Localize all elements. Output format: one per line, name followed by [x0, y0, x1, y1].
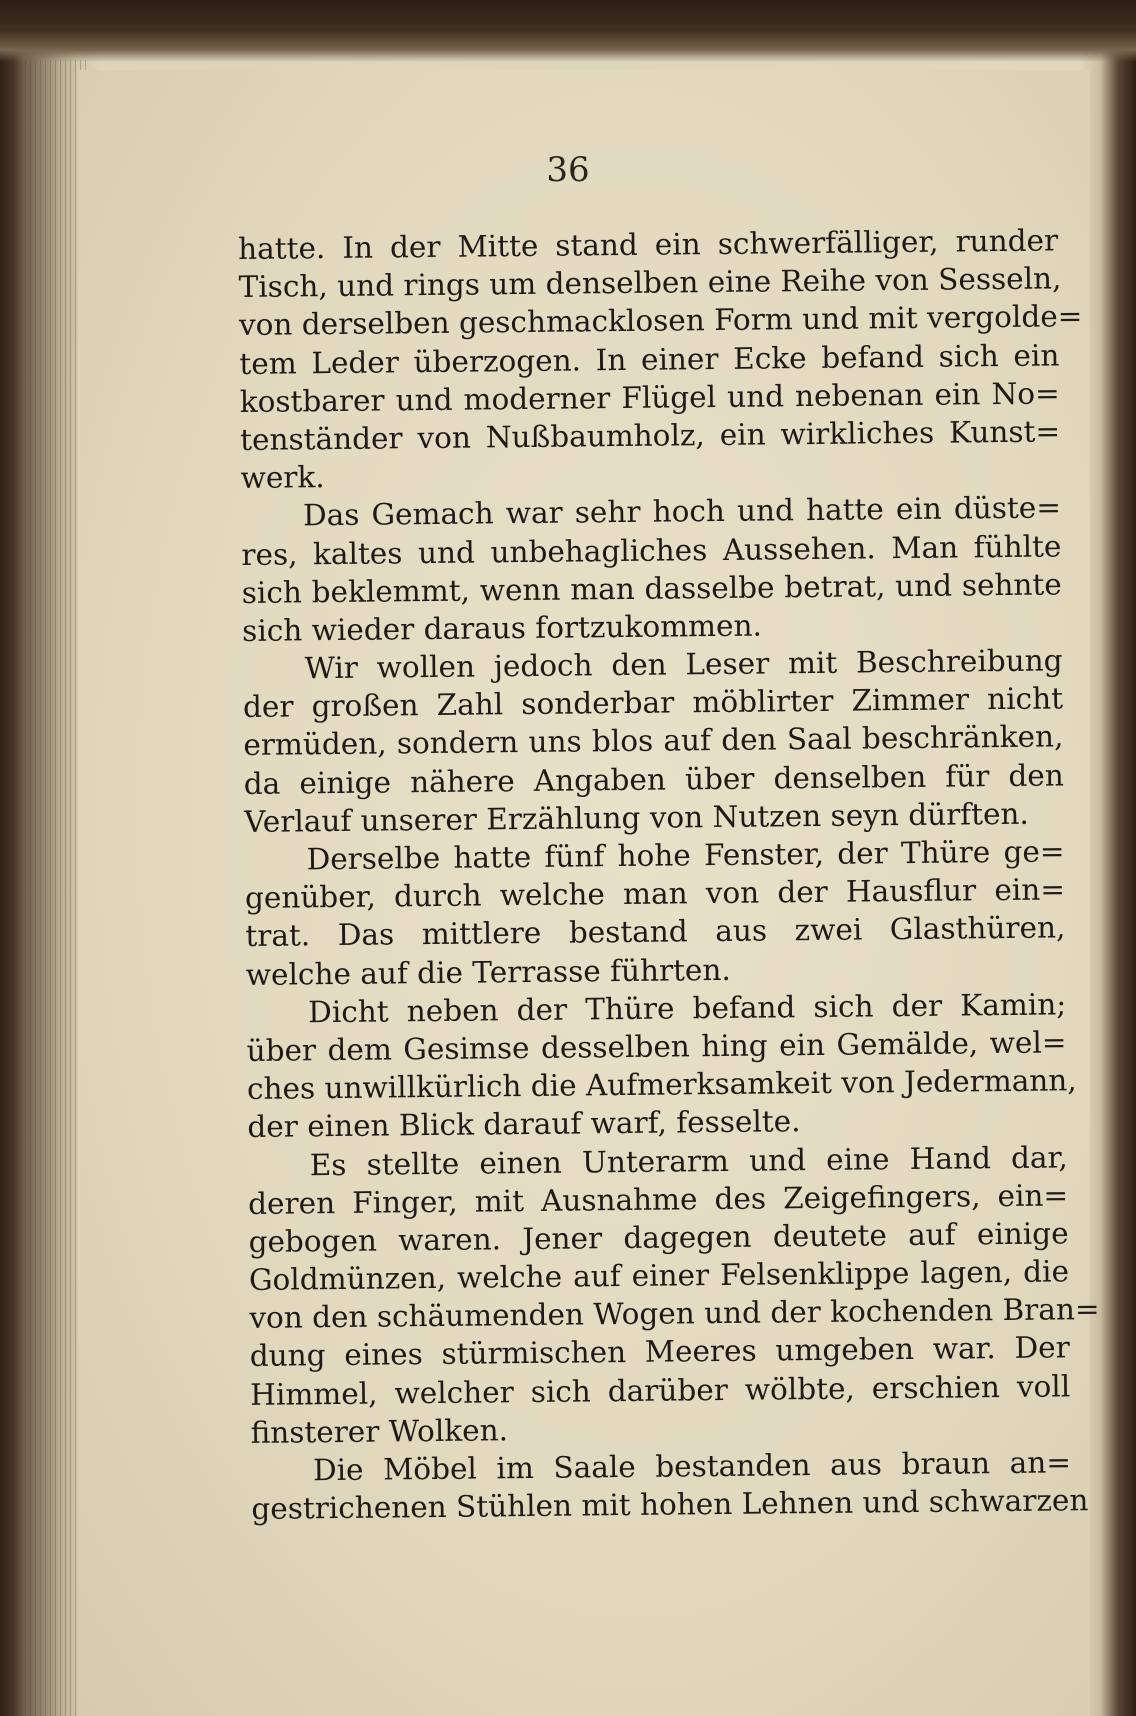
text-line: von den schäumenden Wogen und der kochenden Bran= — [249, 1292, 1100, 1336]
text-line: von derselben geschmacklosen Form und mit vergolde= — [238, 299, 1083, 343]
text-line: Verlauf unserer Erzählung von Nutzen seyn dürften. — [244, 796, 1029, 839]
text-line: der einen Blick darauf warf, fesselte. — [247, 1104, 801, 1145]
text-line: Dicht neben der Thüre befand sich der Kamin; — [308, 987, 1067, 1030]
text-line: da einige nähere Angaben über denselben für den — [243, 758, 1064, 801]
text-line: dung eines stürmischen Meeres umgeben war. Der — [249, 1330, 1070, 1374]
text-line: kostbarer und moderner Flügel und nebenan ein No= — [239, 376, 1060, 419]
text-line: tem Leder überzogen. In einer Ecke befand sich ein — [239, 337, 1060, 381]
text-line: welche auf die Terrasse führten. — [245, 952, 731, 992]
text-line: deren Finger, mit Ausnahme des Zeigefingers, ein= — [248, 1178, 1069, 1221]
text-line: ermüden, sondern uns blos auf den Saal beschränken, — [243, 719, 1064, 763]
text-line: Tisch, und rings um denselben eine Reihe von Sesseln, — [238, 261, 1062, 305]
text-line: gestrichenen Stühlen mit hohen Lehnen und schwarzen — [251, 1483, 1089, 1527]
text-line: sich beklemmt, wenn man dasselbe betrat, und sehnte — [241, 567, 1062, 610]
text-line: res, kaltes und unbehagliches Aussehen. Man fühlte — [241, 528, 1062, 572]
text-line: Die Möbel im Saale bestanden aus braun an= — [312, 1445, 1072, 1488]
text-line: Wir wollen jedoch den Leser mit Beschreibung — [304, 643, 1063, 686]
text-line: Das Gemach war sehr hoch und hatte ein düste= — [302, 490, 1062, 533]
text-line: genüber, durch welche man von der Hausflur ein= — [244, 872, 1066, 916]
text-line: Derselbe hatte fünf hohe Fenster, der Thüre ge= — [306, 834, 1065, 877]
text-line: werk. — [240, 460, 325, 496]
text-line: ches unwillkürlich die Aufmerksamkeit von Jedermann, — [246, 1063, 1077, 1107]
text-line: tenständer von Nußbaumholz, ein wirkliches Kunst= — [240, 414, 1061, 457]
text-line: sich wieder daraus fortzukommen. — [242, 608, 763, 648]
text-line: Es stellte einen Unterarm und eine Hand dar, — [309, 1139, 1068, 1182]
text-line: hatte. In der Mitte stand ein schwerfälliger, runder — [238, 223, 1059, 266]
text-line: der großen Zahl sonderbar möblirter Zimmer nicht — [242, 681, 1064, 725]
body-text — [238, 221, 1100, 1528]
text-line: Himmel, welcher sich darüber wölbte, erschien voll — [250, 1368, 1071, 1412]
page-number: 36 — [546, 150, 590, 190]
text-line: über dem Gesimse desselben hing ein Gemälde, wel= — [246, 1025, 1067, 1068]
text-line: trat. Das mittlere bestand aus zwei Glasthüren, — [245, 910, 1066, 954]
text-line: gebogen waren. Jener dagegen deutete auf einige — [248, 1216, 1069, 1259]
text-line: finsterer Wolken. — [250, 1413, 509, 1450]
text-line: Goldmünzen, welche auf einer Felsenklippe lagen, die — [248, 1254, 1070, 1298]
book-top-edge — [0, 0, 1136, 62]
